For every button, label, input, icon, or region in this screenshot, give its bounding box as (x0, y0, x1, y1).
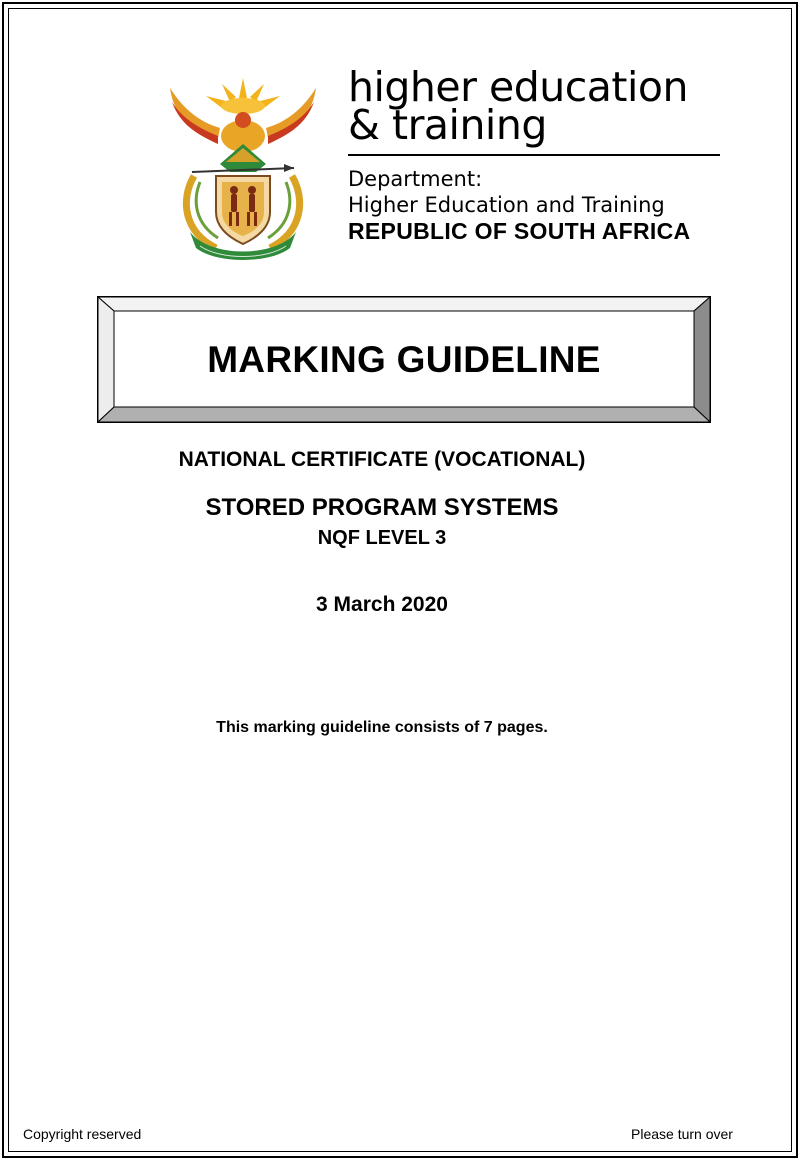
dept-name: Higher Education and Training (348, 193, 665, 217)
subject-name: STORED PROGRAM SYSTEMS (205, 494, 559, 521)
republic-label: REPUBLIC OF SOUTH AFRICA (348, 218, 691, 244)
copyright-footer: Copyright reserved (23, 1126, 142, 1142)
nqf-level: NQF LEVEL 3 (317, 527, 447, 549)
turn-over-footer: Please turn over (631, 1126, 733, 1142)
certificate-name: NATIONAL CERTIFICATE (VOCATIONAL) (178, 448, 586, 471)
exam-date: 3 March 2020 (316, 593, 448, 616)
brand-line-higher-education: higher education (348, 63, 688, 111)
title-box (97, 296, 711, 423)
coat-of-arms-logo (160, 72, 326, 260)
department-branding (348, 63, 728, 244)
dept-label: Department: (348, 167, 483, 191)
page-count-note: This marking guideline consists of 7 pages. (216, 719, 548, 736)
brand-line-training: & training (348, 101, 547, 149)
document-title: MARKING GUIDELINE (207, 338, 601, 380)
brand-divider (348, 154, 720, 156)
